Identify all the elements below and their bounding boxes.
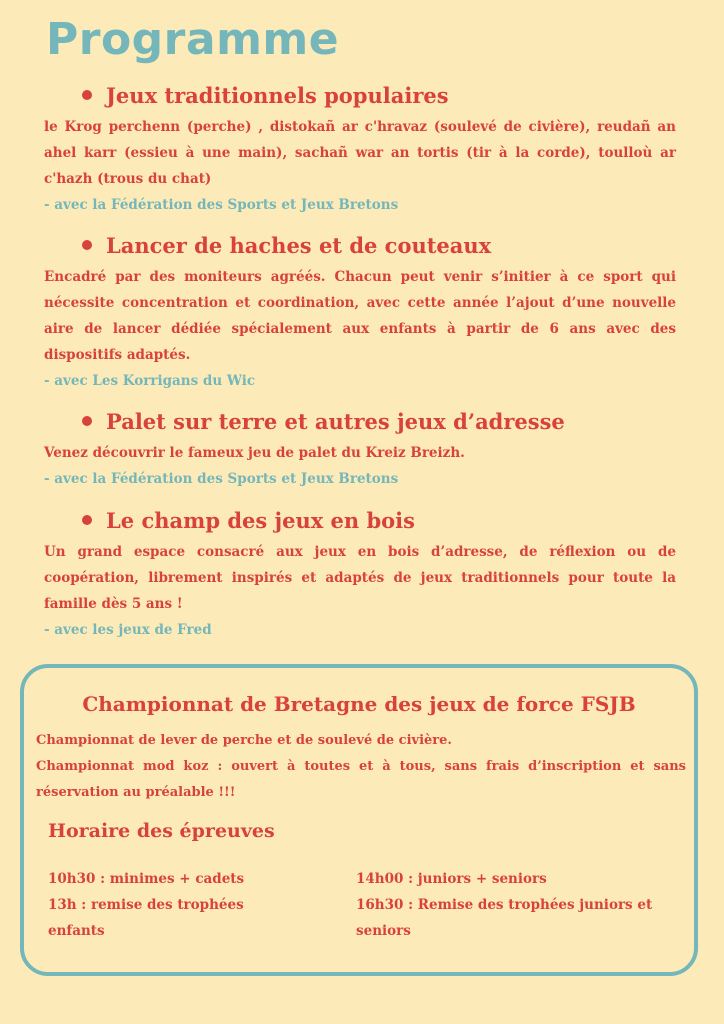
bullet-icon xyxy=(82,240,92,250)
page-title: Programme xyxy=(46,14,340,65)
championship-description xyxy=(36,728,686,806)
championship-line: Championnat mod koz : ouvert à toutes et à tous, sans frais d’inscription et sans réservation au préalable !!! xyxy=(36,759,686,800)
schedule-item: 16h30 : Remise des trophées juniors et seniors xyxy=(356,897,653,939)
section-description: le Krog perchenn (perche) , distokañ ar c'hravaz (soulevé de civière), reudañ an ahel karr (essieu à une main), sachañ war an tortis (tir à la corde), toulloù ar c'hazh (trous du chat) xyxy=(44,119,676,187)
schedule-item: 13h : remise des trophées enfants xyxy=(48,897,244,939)
schedule-title: Horaire des épreuves xyxy=(48,820,275,842)
section-palet xyxy=(44,406,676,492)
bullet-icon xyxy=(82,90,92,100)
bullet-icon xyxy=(82,416,92,426)
section-jeux-en-bois xyxy=(44,505,676,643)
schedule-column-left xyxy=(48,866,278,944)
championship-box xyxy=(20,664,698,976)
section-heading: Palet sur terre et autres jeux d’adresse xyxy=(82,406,676,436)
section-lancer-haches xyxy=(44,230,676,394)
section-heading: Lancer de haches et de couteaux xyxy=(82,230,676,260)
section-description: Venez découvrir le fameux jeu de palet du Kreiz Breizh. xyxy=(44,445,465,461)
championship-title: Championnat de Bretagne des jeux de force FSJB xyxy=(82,692,636,716)
championship-line: Championnat de lever de perche et de soulevé de civière. xyxy=(36,733,452,748)
section-description: Encadré par des moniteurs agréés. Chacun peut venir s’initier à ce sport qui nécessite concentration et coordination, avec cette année l’ajout d’une nouvelle aire de lancer dédiée spécialement aux enfants à partir de 6 ans avec des dispositifs adaptés. xyxy=(44,269,676,363)
section-description: Un grand espace consacré aux jeux en bois d’adresse, de réflexion ou de coopération, librement inspirés et adaptés de jeux traditionnels pour toute la famille dès 5 ans ! xyxy=(44,544,676,612)
bullet-icon xyxy=(82,515,92,525)
schedule-item: 10h30 : minimes + cadets xyxy=(48,871,245,887)
section-partner: - avec la Fédération des Sports et Jeux Bretons xyxy=(44,197,399,213)
section-jeux-traditionnels xyxy=(44,80,676,218)
schedule-column-right xyxy=(356,866,656,944)
section-partner: - avec la Fédération des Sports et Jeux Bretons xyxy=(44,471,399,487)
section-heading: Jeux traditionnels populaires xyxy=(82,80,676,110)
section-partner: - avec les jeux de Fred xyxy=(44,622,212,638)
section-partner: - avec Les Korrigans du Wic xyxy=(44,373,256,389)
schedule-item: 14h00 : juniors + seniors xyxy=(356,871,547,887)
section-heading: Le champ des jeux en bois xyxy=(82,505,676,535)
